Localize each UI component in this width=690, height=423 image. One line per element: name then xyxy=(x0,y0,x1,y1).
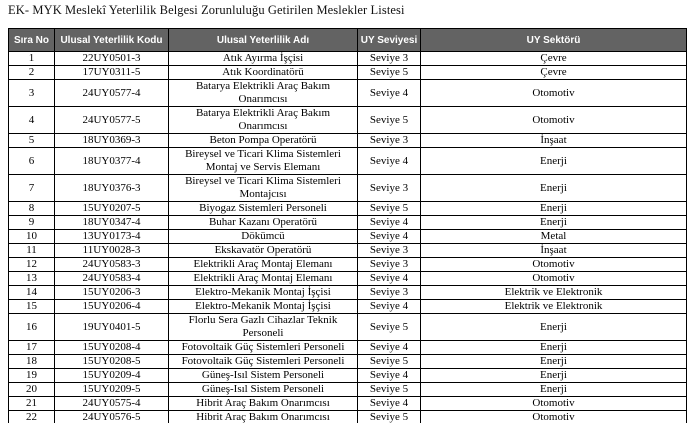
cell-sira-no: 21 xyxy=(9,397,55,411)
cell-sektor: Otomotiv xyxy=(421,258,687,272)
cell-sira-no: 1 xyxy=(9,52,55,66)
cell-ad: Fotovoltaik Güç Sistemleri Personeli xyxy=(169,355,358,369)
professions-table xyxy=(8,28,687,423)
column-header-seviye: UY Seviyesi xyxy=(358,29,421,52)
cell-kod: 17UY0311-5 xyxy=(55,66,169,80)
table-row xyxy=(9,52,687,66)
cell-sektor: İnşaat xyxy=(421,134,687,148)
cell-sira-no: 6 xyxy=(9,148,55,175)
table-row xyxy=(9,355,687,369)
cell-ad: Batarya Elektrikli Araç Bakım Onarımcısı xyxy=(169,80,358,107)
cell-sira-no: 15 xyxy=(9,300,55,314)
table-row xyxy=(9,107,687,134)
cell-kod: 18UY0347-4 xyxy=(55,216,169,230)
cell-sektor: Otomotiv xyxy=(421,397,687,411)
cell-sektor: Otomotiv xyxy=(421,272,687,286)
cell-sektor: Enerji xyxy=(421,148,687,175)
cell-kod: 24UY0576-5 xyxy=(55,411,169,423)
cell-seviye: Seviye 4 xyxy=(358,148,421,175)
cell-sira-no: 12 xyxy=(9,258,55,272)
cell-sektor: İnşaat xyxy=(421,244,687,258)
cell-sektor: Elektrik ve Elektronik xyxy=(421,300,687,314)
cell-seviye: Seviye 3 xyxy=(358,175,421,202)
cell-sira-no: 14 xyxy=(9,286,55,300)
cell-seviye: Seviye 3 xyxy=(358,244,421,258)
table-row xyxy=(9,272,687,286)
table-row xyxy=(9,244,687,258)
table-row xyxy=(9,202,687,216)
cell-sektor: Enerji xyxy=(421,314,687,341)
cell-kod: 24UY0577-4 xyxy=(55,80,169,107)
cell-sira-no: 20 xyxy=(9,383,55,397)
cell-ad: Buhar Kazanı Operatörü xyxy=(169,216,358,230)
table-row xyxy=(9,175,687,202)
cell-sektor: Metal xyxy=(421,230,687,244)
cell-kod: 24UY0583-4 xyxy=(55,272,169,286)
table-row xyxy=(9,397,687,411)
table-row xyxy=(9,230,687,244)
cell-sira-no: 18 xyxy=(9,355,55,369)
cell-seviye: Seviye 4 xyxy=(358,341,421,355)
cell-kod: 11UY0028-3 xyxy=(55,244,169,258)
cell-seviye: Seviye 3 xyxy=(358,52,421,66)
table-row xyxy=(9,411,687,423)
cell-kod: 24UY0583-3 xyxy=(55,258,169,272)
cell-seviye: Seviye 3 xyxy=(358,286,421,300)
cell-ad: Elektrikli Araç Montaj Elemanı xyxy=(169,258,358,272)
cell-seviye: Seviye 4 xyxy=(358,230,421,244)
table-row xyxy=(9,369,687,383)
cell-kod: 18UY0376-3 xyxy=(55,175,169,202)
cell-sektor: Otomotiv xyxy=(421,107,687,134)
cell-sektor: Enerji xyxy=(421,341,687,355)
cell-seviye: Seviye 4 xyxy=(358,397,421,411)
cell-sira-no: 4 xyxy=(9,107,55,134)
cell-sira-no: 8 xyxy=(9,202,55,216)
cell-sira-no: 5 xyxy=(9,134,55,148)
cell-seviye: Seviye 5 xyxy=(358,411,421,423)
column-header-ad: Ulusal Yeterlilik Adı xyxy=(169,29,358,52)
cell-ad: Florlu Sera Gazlı Cihazlar Teknik Personeli xyxy=(169,314,358,341)
cell-seviye: Seviye 4 xyxy=(358,369,421,383)
cell-seviye: Seviye 3 xyxy=(358,134,421,148)
cell-sira-no: 3 xyxy=(9,80,55,107)
cell-seviye: Seviye 4 xyxy=(358,272,421,286)
cell-sira-no: 9 xyxy=(9,216,55,230)
cell-ad: Elektro-Mekanik Montaj İşçisi xyxy=(169,286,358,300)
table-row xyxy=(9,80,687,107)
table-row xyxy=(9,286,687,300)
cell-seviye: Seviye 5 xyxy=(358,314,421,341)
cell-ad: Beton Pompa Operatörü xyxy=(169,134,358,148)
cell-sektor: Enerji xyxy=(421,202,687,216)
cell-ad: Hibrit Araç Bakım Onarımcısı xyxy=(169,411,358,423)
table-row xyxy=(9,134,687,148)
table-row xyxy=(9,148,687,175)
cell-seviye: Seviye 5 xyxy=(358,107,421,134)
table-row xyxy=(9,258,687,272)
cell-ad: Güneş-Isıl Sistem Personeli xyxy=(169,369,358,383)
column-header-kod: Ulusal Yeterlilik Kodu xyxy=(55,29,169,52)
cell-kod: 24UY0575-4 xyxy=(55,397,169,411)
cell-seviye: Seviye 4 xyxy=(358,216,421,230)
table-row xyxy=(9,383,687,397)
cell-seviye: Seviye 4 xyxy=(358,80,421,107)
cell-kod: 18UY0369-3 xyxy=(55,134,169,148)
table-body xyxy=(9,52,687,423)
table-row xyxy=(9,341,687,355)
cell-ad: Bireysel ve Ticari Klima Sistemleri Montaj ve Servis Elemanı xyxy=(169,148,358,175)
cell-sektor: Elektrik ve Elektronik xyxy=(421,286,687,300)
cell-sektor: Çevre xyxy=(421,66,687,80)
cell-seviye: Seviye 5 xyxy=(358,383,421,397)
cell-kod: 13UY0173-4 xyxy=(55,230,169,244)
cell-ad: Biyogaz Sistemleri Personeli xyxy=(169,202,358,216)
cell-kod: 15UY0206-3 xyxy=(55,286,169,300)
cell-kod: 18UY0377-4 xyxy=(55,148,169,175)
cell-ad: Hibrit Araç Bakım Onarımcısı xyxy=(169,397,358,411)
cell-kod: 15UY0209-5 xyxy=(55,383,169,397)
cell-kod: 15UY0206-4 xyxy=(55,300,169,314)
cell-kod: 15UY0209-4 xyxy=(55,369,169,383)
cell-sira-no: 19 xyxy=(9,369,55,383)
cell-ad: Atık Ayırma İşçisi xyxy=(169,52,358,66)
column-header-sektor: UY Sektörü xyxy=(421,29,687,52)
cell-ad: Elektro-Mekanik Montaj İşçisi xyxy=(169,300,358,314)
cell-sektor: Otomotiv xyxy=(421,80,687,107)
cell-sira-no: 10 xyxy=(9,230,55,244)
cell-ad: Bireysel ve Ticari Klima Sistemleri Montajcısı xyxy=(169,175,358,202)
table-header xyxy=(9,29,687,52)
cell-sira-no: 2 xyxy=(9,66,55,80)
cell-ad: Batarya Elektrikli Araç Bakım Onarımcısı xyxy=(169,107,358,134)
cell-seviye: Seviye 4 xyxy=(358,300,421,314)
cell-sira-no: 11 xyxy=(9,244,55,258)
cell-ad: Elektrikli Araç Montaj Elemanı xyxy=(169,272,358,286)
cell-seviye: Seviye 5 xyxy=(358,66,421,80)
table-row xyxy=(9,216,687,230)
cell-sektor: Enerji xyxy=(421,355,687,369)
cell-ad: Ekskavatör Operatörü xyxy=(169,244,358,258)
cell-kod: 15UY0208-4 xyxy=(55,341,169,355)
cell-kod: 19UY0401-5 xyxy=(55,314,169,341)
table-row xyxy=(9,314,687,341)
cell-kod: 15UY0208-5 xyxy=(55,355,169,369)
cell-sira-no: 13 xyxy=(9,272,55,286)
cell-kod: 15UY0207-5 xyxy=(55,202,169,216)
cell-sektor: Enerji xyxy=(421,175,687,202)
cell-sira-no: 7 xyxy=(9,175,55,202)
table-header-row xyxy=(9,29,687,52)
cell-sektor: Otomotiv xyxy=(421,411,687,423)
cell-sira-no: 22 xyxy=(9,411,55,423)
cell-sektor: Enerji xyxy=(421,216,687,230)
cell-kod: 24UY0577-5 xyxy=(55,107,169,134)
cell-seviye: Seviye 5 xyxy=(358,202,421,216)
table-row xyxy=(9,66,687,80)
table-row xyxy=(9,300,687,314)
cell-sektor: Çevre xyxy=(421,52,687,66)
cell-seviye: Seviye 3 xyxy=(358,258,421,272)
cell-sira-no: 16 xyxy=(9,314,55,341)
cell-ad: Güneş-Isıl Sistem Personeli xyxy=(169,383,358,397)
cell-sektor: Enerji xyxy=(421,369,687,383)
cell-ad: Dökümcü xyxy=(169,230,358,244)
cell-sektor: Enerji xyxy=(421,383,687,397)
cell-sira-no: 17 xyxy=(9,341,55,355)
document-title: EK- MYK Meslekî Yeterlilik Belgesi Zorunluluğu Getirilen Meslekler Listesi xyxy=(8,3,405,17)
cell-ad: Atık Koordinatörü xyxy=(169,66,358,80)
cell-ad: Fotovoltaik Güç Sistemleri Personeli xyxy=(169,341,358,355)
cell-seviye: Seviye 5 xyxy=(358,355,421,369)
cell-kod: 22UY0501-3 xyxy=(55,52,169,66)
column-header-sira-no: Sıra No xyxy=(9,29,55,52)
